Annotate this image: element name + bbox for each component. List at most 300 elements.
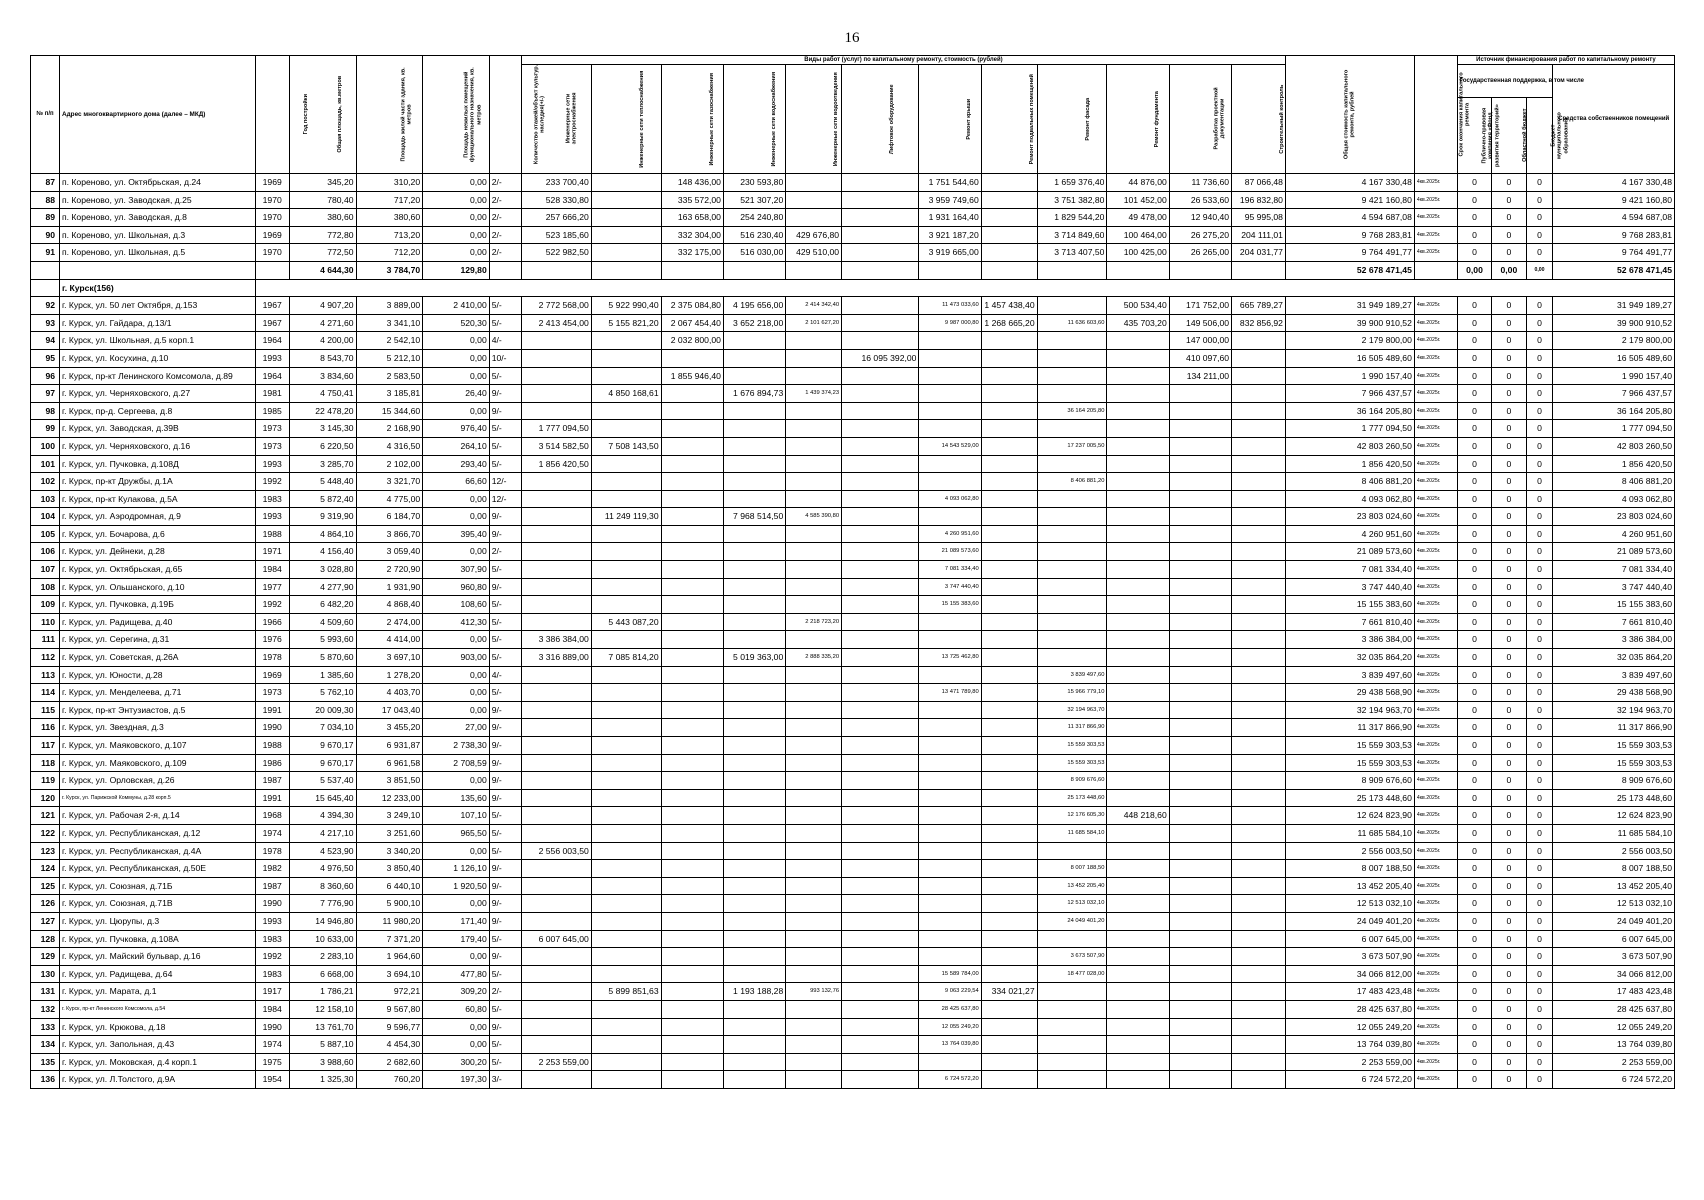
subtotal-cell — [1414, 261, 1457, 279]
row-total-area: 8 543,70 — [289, 349, 356, 367]
row-w7-roof — [919, 367, 981, 385]
row-year: 1966 — [255, 613, 289, 631]
row-regional: 0 — [1492, 561, 1526, 579]
row-address: г. Курск, ул. Союзная, д.71Б — [60, 877, 256, 895]
row-nonliving-area: 0,00 — [423, 666, 490, 684]
row-own-funds: 25 173 448,60 — [1553, 789, 1675, 807]
subtotal-cell — [919, 261, 981, 279]
row-w8-basement — [981, 649, 1037, 667]
row-total-cost: 3 747 440,40 — [1285, 578, 1414, 596]
row-own-funds: 11 317 866,90 — [1553, 719, 1675, 737]
row-municipal: 0 — [1526, 314, 1553, 332]
row-deadline: 4кв.2025г. — [1414, 578, 1457, 596]
header-w6: Лифтовое оборудование — [842, 65, 919, 174]
row-w2-heat — [591, 631, 661, 649]
row-deadline: 4кв.2025г. — [1414, 737, 1457, 755]
row-regional: 0 — [1492, 332, 1526, 350]
row-w10-foundation — [1107, 1000, 1169, 1018]
row-w9-facade — [1037, 930, 1107, 948]
row-own-funds: 42 803 260,50 — [1553, 437, 1675, 455]
row-w4-water — [723, 965, 785, 983]
row-living-area: 4 775,00 — [356, 490, 423, 508]
row-fund: 0 — [1457, 684, 1491, 702]
row-w8-basement — [981, 754, 1037, 772]
row-w6-lift — [842, 719, 919, 737]
row-total-area: 1 786,21 — [289, 983, 356, 1001]
row-w6-lift — [842, 754, 919, 772]
row-w10-foundation — [1107, 543, 1169, 561]
row-deadline: 4кв.2025г. — [1414, 754, 1457, 772]
row-municipal: 0 — [1526, 402, 1553, 420]
row-w9-facade — [1037, 613, 1107, 631]
row-w3-gas — [661, 684, 723, 702]
row-living-area: 17 043,40 — [356, 701, 423, 719]
row-regional: 0 — [1492, 437, 1526, 455]
row-living-area: 1 964,60 — [356, 948, 423, 966]
row-year: 1983 — [255, 490, 289, 508]
row-w8-basement — [981, 1018, 1037, 1036]
row-deadline: 4кв.2025г. — [1414, 209, 1457, 227]
row-deadline: 4кв.2025г. — [1414, 367, 1457, 385]
row-w6-lift — [842, 701, 919, 719]
row-deadline: 4кв.2025г. — [1414, 1018, 1457, 1036]
row-w3-gas — [661, 1018, 723, 1036]
row-w4-water — [723, 684, 785, 702]
row-total-cost: 7 966 437,57 — [1285, 385, 1414, 403]
row-w12-control — [1232, 684, 1286, 702]
row-total-cost: 2 556 003,50 — [1285, 842, 1414, 860]
table-row — [31, 701, 1675, 719]
row-w8-basement — [981, 561, 1037, 579]
row-w4-water — [723, 543, 785, 561]
row-own-funds: 4 594 687,08 — [1553, 209, 1675, 227]
row-w9-facade — [1037, 297, 1107, 315]
row-own-funds: 17 483 423,48 — [1553, 983, 1675, 1001]
row-w11-design — [1169, 930, 1231, 948]
row-total-cost: 12 055 249,20 — [1285, 1018, 1414, 1036]
row-living-area: 2 474,00 — [356, 613, 423, 631]
row-number: 107 — [31, 561, 60, 579]
header-w2: Инженерные сети теплоснабжения — [591, 65, 661, 174]
section-cell — [31, 279, 60, 297]
row-deadline: 4кв.2025г. — [1414, 684, 1457, 702]
row-nonliving-area: 0,00 — [423, 1018, 490, 1036]
row-w10-foundation: 44 876,00 — [1107, 174, 1169, 192]
row-deadline: 4кв.2025г. — [1414, 719, 1457, 737]
row-w11-design — [1169, 1071, 1231, 1089]
row-w10-foundation — [1107, 1071, 1169, 1089]
row-municipal: 0 — [1526, 666, 1553, 684]
row-w1-electric — [521, 965, 591, 983]
row-nonliving-area: 0,00 — [423, 226, 490, 244]
row-w5-sewage — [786, 473, 842, 491]
row-fund: 0 — [1457, 543, 1491, 561]
row-w8-basement: 1 457 438,40 — [981, 297, 1037, 315]
row-total-cost: 25 173 448,60 — [1285, 789, 1414, 807]
row-address: п. Кореново, ул. Заводская, д.8 — [60, 209, 256, 227]
row-w1-electric — [521, 789, 591, 807]
row-total-cost: 2 179 800,00 — [1285, 332, 1414, 350]
row-own-funds: 31 949 189,27 — [1553, 297, 1675, 315]
row-w8-basement — [981, 666, 1037, 684]
row-total-cost: 12 513 032,10 — [1285, 895, 1414, 913]
row-w4-water — [723, 895, 785, 913]
row-municipal: 0 — [1526, 948, 1553, 966]
header-fund: Публично-правовая компания «Фонд развития территорий» — [1457, 98, 1491, 174]
row-w9-facade — [1037, 525, 1107, 543]
row-w1-electric: 522 982,50 — [521, 244, 591, 262]
row-number: 112 — [31, 649, 60, 667]
row-w9-facade — [1037, 1053, 1107, 1071]
subtotal-living-area: 3 784,70 — [356, 261, 423, 279]
row-address: г. Курск, ул. Цюрупы, д.3 — [60, 912, 256, 930]
row-w10-foundation — [1107, 965, 1169, 983]
row-total-cost: 3 839 497,60 — [1285, 666, 1414, 684]
row-regional: 0 — [1492, 754, 1526, 772]
row-total-area: 22 478,20 — [289, 402, 356, 420]
row-floors: 5/- — [489, 842, 521, 860]
table-row — [31, 367, 1675, 385]
row-w1-electric — [521, 737, 591, 755]
row-w8-basement — [981, 701, 1037, 719]
row-total-cost: 13 764 039,80 — [1285, 1036, 1414, 1054]
row-year: 1987 — [255, 877, 289, 895]
row-regional: 0 — [1492, 649, 1526, 667]
row-w6-lift — [842, 508, 919, 526]
row-w1-electric: 3 316 889,00 — [521, 649, 591, 667]
header-total-area: Общая площадь, кв.метров — [289, 56, 356, 174]
row-number: 132 — [31, 1000, 60, 1018]
row-nonliving-area: 300,20 — [423, 1053, 490, 1071]
row-w6-lift — [842, 1071, 919, 1089]
row-w9-facade: 8 406 881,20 — [1037, 473, 1107, 491]
row-number: 120 — [31, 789, 60, 807]
row-w5-sewage: 429 676,80 — [786, 226, 842, 244]
row-deadline: 4кв.2025г. — [1414, 420, 1457, 438]
row-w1-electric — [521, 1018, 591, 1036]
row-w9-facade: 1 659 376,40 — [1037, 174, 1107, 192]
subtotal-cell — [1232, 261, 1286, 279]
subtotal-cell — [661, 261, 723, 279]
row-fund: 0 — [1457, 895, 1491, 913]
row-deadline: 4кв.2025г. — [1414, 842, 1457, 860]
row-year: 1968 — [255, 807, 289, 825]
row-fund: 0 — [1457, 561, 1491, 579]
row-w8-basement — [981, 455, 1037, 473]
row-fund: 0 — [1457, 490, 1491, 508]
header-w5: Инженерные сети водоотведения — [786, 65, 842, 174]
row-w10-foundation: 100 464,00 — [1107, 226, 1169, 244]
row-w2-heat — [591, 912, 661, 930]
row-nonliving-area: 0,00 — [423, 684, 490, 702]
row-w11-design: 26 275,20 — [1169, 226, 1231, 244]
header-num: № п/п — [31, 56, 60, 174]
row-w2-heat: 7 085 814,20 — [591, 649, 661, 667]
row-year: 1964 — [255, 332, 289, 350]
subtotal-cell — [255, 261, 289, 279]
row-fund: 0 — [1457, 314, 1491, 332]
row-year: 1988 — [255, 525, 289, 543]
row-year: 1977 — [255, 578, 289, 596]
row-w1-electric — [521, 666, 591, 684]
row-w10-foundation — [1107, 983, 1169, 1001]
row-total-cost: 7 661 810,40 — [1285, 613, 1414, 631]
row-w8-basement — [981, 1071, 1037, 1089]
row-year: 1990 — [255, 719, 289, 737]
row-fund: 0 — [1457, 912, 1491, 930]
row-w2-heat: 4 850 168,61 — [591, 385, 661, 403]
row-w4-water — [723, 455, 785, 473]
row-deadline: 4кв.2025г. — [1414, 332, 1457, 350]
capital-repair-table-container — [30, 55, 1675, 1089]
row-total-area: 4 976,50 — [289, 860, 356, 878]
row-w4-water — [723, 860, 785, 878]
row-own-funds: 11 685 584,10 — [1553, 824, 1675, 842]
row-address: г. Курск, ул. Пучковка, д.108А — [60, 930, 256, 948]
row-total-area: 380,60 — [289, 209, 356, 227]
row-w8-basement — [981, 402, 1037, 420]
row-total-cost: 9 768 283,81 — [1285, 226, 1414, 244]
row-regional: 0 — [1492, 297, 1526, 315]
row-own-funds: 1 777 094,50 — [1553, 420, 1675, 438]
row-total-area: 15 645,40 — [289, 789, 356, 807]
row-number: 104 — [31, 508, 60, 526]
row-w11-design — [1169, 772, 1231, 790]
row-deadline: 4кв.2025г. — [1414, 912, 1457, 930]
row-regional: 0 — [1492, 807, 1526, 825]
row-floors: 12/- — [489, 473, 521, 491]
row-w11-design — [1169, 508, 1231, 526]
row-address: г. Курск, пр-кт Ленинского Комсомола, д.54 — [60, 1000, 256, 1018]
row-w7-roof — [919, 948, 981, 966]
row-w10-foundation — [1107, 349, 1169, 367]
row-w12-control — [1232, 1053, 1286, 1071]
row-regional: 0 — [1492, 965, 1526, 983]
row-own-funds: 3 673 507,90 — [1553, 948, 1675, 966]
row-number: 133 — [31, 1018, 60, 1036]
row-w1-electric: 2 556 003,50 — [521, 842, 591, 860]
row-floors: 2/- — [489, 983, 521, 1001]
row-total-cost: 23 803 024,60 — [1285, 508, 1414, 526]
row-regional: 0 — [1492, 684, 1526, 702]
row-w12-control — [1232, 772, 1286, 790]
row-fund: 0 — [1457, 596, 1491, 614]
row-fund: 0 — [1457, 948, 1491, 966]
row-fund: 0 — [1457, 842, 1491, 860]
row-number: 97 — [31, 385, 60, 403]
row-nonliving-area: 179,40 — [423, 930, 490, 948]
row-w11-design — [1169, 701, 1231, 719]
table-row — [31, 455, 1675, 473]
row-year: 1978 — [255, 842, 289, 860]
row-w11-design — [1169, 895, 1231, 913]
row-floors: 9/- — [489, 402, 521, 420]
row-own-funds: 3 386 384,00 — [1553, 631, 1675, 649]
row-own-funds: 15 559 303,53 — [1553, 754, 1675, 772]
row-w8-basement — [981, 525, 1037, 543]
row-w11-design — [1169, 1036, 1231, 1054]
row-deadline: 4кв.2025г. — [1414, 965, 1457, 983]
row-municipal: 0 — [1526, 1036, 1553, 1054]
row-w4-water — [723, 912, 785, 930]
row-municipal: 0 — [1526, 807, 1553, 825]
row-w8-basement — [981, 613, 1037, 631]
row-w5-sewage: 4 585 390,80 — [786, 508, 842, 526]
row-address: п. Кореново, ул. Школьная, д.3 — [60, 226, 256, 244]
subtotal-cell — [60, 261, 256, 279]
row-w8-basement — [981, 209, 1037, 227]
row-total-area: 5 887,10 — [289, 1036, 356, 1054]
row-w7-roof: 3 921 187,20 — [919, 226, 981, 244]
row-year: 1974 — [255, 1036, 289, 1054]
row-number: 94 — [31, 332, 60, 350]
row-nonliving-area: 0,00 — [423, 543, 490, 561]
row-nonliving-area: 0,00 — [423, 402, 490, 420]
row-municipal: 0 — [1526, 965, 1553, 983]
row-w3-gas — [661, 930, 723, 948]
row-w5-sewage — [786, 437, 842, 455]
row-floors: 5/- — [489, 965, 521, 983]
row-w10-foundation: 435 703,20 — [1107, 314, 1169, 332]
header-w3: Инженерные сети газоснабжения — [661, 65, 723, 174]
row-municipal: 0 — [1526, 191, 1553, 209]
row-w3-gas — [661, 948, 723, 966]
row-living-area: 3 866,70 — [356, 525, 423, 543]
header-w10: Ремонт фундамента — [1107, 65, 1169, 174]
row-total-area: 3 028,80 — [289, 561, 356, 579]
row-address: г. Курск, ул. Черняховского, д.16 — [60, 437, 256, 455]
row-fund: 0 — [1457, 930, 1491, 948]
row-fund: 0 — [1457, 1018, 1491, 1036]
row-w3-gas — [661, 754, 723, 772]
table-row — [31, 631, 1675, 649]
row-w10-foundation — [1107, 473, 1169, 491]
row-own-funds: 23 803 024,60 — [1553, 508, 1675, 526]
row-w3-gas — [661, 895, 723, 913]
row-w5-sewage: 429 510,00 — [786, 244, 842, 262]
row-living-area: 4 414,00 — [356, 631, 423, 649]
row-total-area: 4 156,40 — [289, 543, 356, 561]
row-regional: 0 — [1492, 772, 1526, 790]
row-number: 100 — [31, 437, 60, 455]
row-living-area: 11 980,20 — [356, 912, 423, 930]
row-number: 90 — [31, 226, 60, 244]
row-municipal: 0 — [1526, 174, 1553, 192]
row-regional: 0 — [1492, 895, 1526, 913]
row-w12-control — [1232, 1000, 1286, 1018]
row-living-area: 3 455,20 — [356, 719, 423, 737]
subtotal-municipal: 0,00 — [1526, 261, 1553, 279]
row-w11-design: 171 752,00 — [1169, 297, 1231, 315]
row-living-area: 3 340,20 — [356, 842, 423, 860]
row-w5-sewage — [786, 877, 842, 895]
row-w6-lift — [842, 402, 919, 420]
row-year: 1993 — [255, 508, 289, 526]
row-w7-roof — [919, 772, 981, 790]
row-w5-sewage — [786, 772, 842, 790]
row-living-area: 3 059,40 — [356, 543, 423, 561]
row-w12-control — [1232, 455, 1286, 473]
row-w12-control — [1232, 877, 1286, 895]
row-regional: 0 — [1492, 402, 1526, 420]
row-w7-roof — [919, 402, 981, 420]
row-deadline: 4кв.2025г. — [1414, 1053, 1457, 1071]
row-living-area: 3 321,70 — [356, 473, 423, 491]
row-w4-water — [723, 754, 785, 772]
row-year: 1981 — [255, 385, 289, 403]
row-w10-foundation — [1107, 385, 1169, 403]
row-total-cost: 3 673 507,90 — [1285, 948, 1414, 966]
row-year: 1970 — [255, 191, 289, 209]
row-regional: 0 — [1492, 191, 1526, 209]
row-w6-lift — [842, 860, 919, 878]
row-total-area: 3 988,60 — [289, 1053, 356, 1071]
row-w12-control — [1232, 1036, 1286, 1054]
row-nonliving-area: 2 410,00 — [423, 297, 490, 315]
row-w5-sewage — [786, 525, 842, 543]
row-w10-foundation: 448 218,60 — [1107, 807, 1169, 825]
row-w3-gas — [661, 860, 723, 878]
row-w6-lift — [842, 437, 919, 455]
row-w7-roof: 4 260 951,60 — [919, 525, 981, 543]
row-w3-gas — [661, 983, 723, 1001]
row-w11-design: 26 533,60 — [1169, 191, 1231, 209]
row-own-funds: 15 559 303,53 — [1553, 737, 1675, 755]
row-w12-control — [1232, 613, 1286, 631]
row-regional: 0 — [1492, 508, 1526, 526]
row-w5-sewage — [786, 754, 842, 772]
row-municipal: 0 — [1526, 930, 1553, 948]
row-fund: 0 — [1457, 877, 1491, 895]
row-w3-gas — [661, 807, 723, 825]
row-deadline: 4кв.2025г. — [1414, 490, 1457, 508]
row-regional: 0 — [1492, 209, 1526, 227]
row-w4-water — [723, 332, 785, 350]
row-living-area: 760,20 — [356, 1071, 423, 1089]
row-w2-heat — [591, 209, 661, 227]
row-own-funds: 1 856 420,50 — [1553, 455, 1675, 473]
row-w8-basement — [981, 174, 1037, 192]
row-w6-lift — [842, 1018, 919, 1036]
row-municipal: 0 — [1526, 349, 1553, 367]
row-address: г. Курск, ул. Рабочая 2-я, д.14 — [60, 807, 256, 825]
row-w2-heat — [591, 1036, 661, 1054]
row-w10-foundation — [1107, 561, 1169, 579]
row-floors: 9/- — [489, 912, 521, 930]
row-address: г. Курск, ул. Республиканская, д.12 — [60, 824, 256, 842]
row-w11-design: 147 000,00 — [1169, 332, 1231, 350]
row-w4-water — [723, 561, 785, 579]
row-w11-design — [1169, 1000, 1231, 1018]
row-deadline: 4кв.2025г. — [1414, 631, 1457, 649]
row-fund: 0 — [1457, 1036, 1491, 1054]
row-w3-gas — [661, 473, 723, 491]
row-number: 114 — [31, 684, 60, 702]
row-w1-electric — [521, 578, 591, 596]
row-total-cost: 11 685 584,10 — [1285, 824, 1414, 842]
row-w4-water: 516 230,40 — [723, 226, 785, 244]
row-year: 1974 — [255, 824, 289, 842]
row-w2-heat — [591, 842, 661, 860]
row-w2-heat — [591, 877, 661, 895]
row-w12-control — [1232, 948, 1286, 966]
row-w4-water — [723, 613, 785, 631]
row-w10-foundation: 49 478,00 — [1107, 209, 1169, 227]
row-year: 1991 — [255, 789, 289, 807]
table-row — [31, 912, 1675, 930]
row-deadline: 4кв.2025г. — [1414, 437, 1457, 455]
row-w6-lift — [842, 737, 919, 755]
